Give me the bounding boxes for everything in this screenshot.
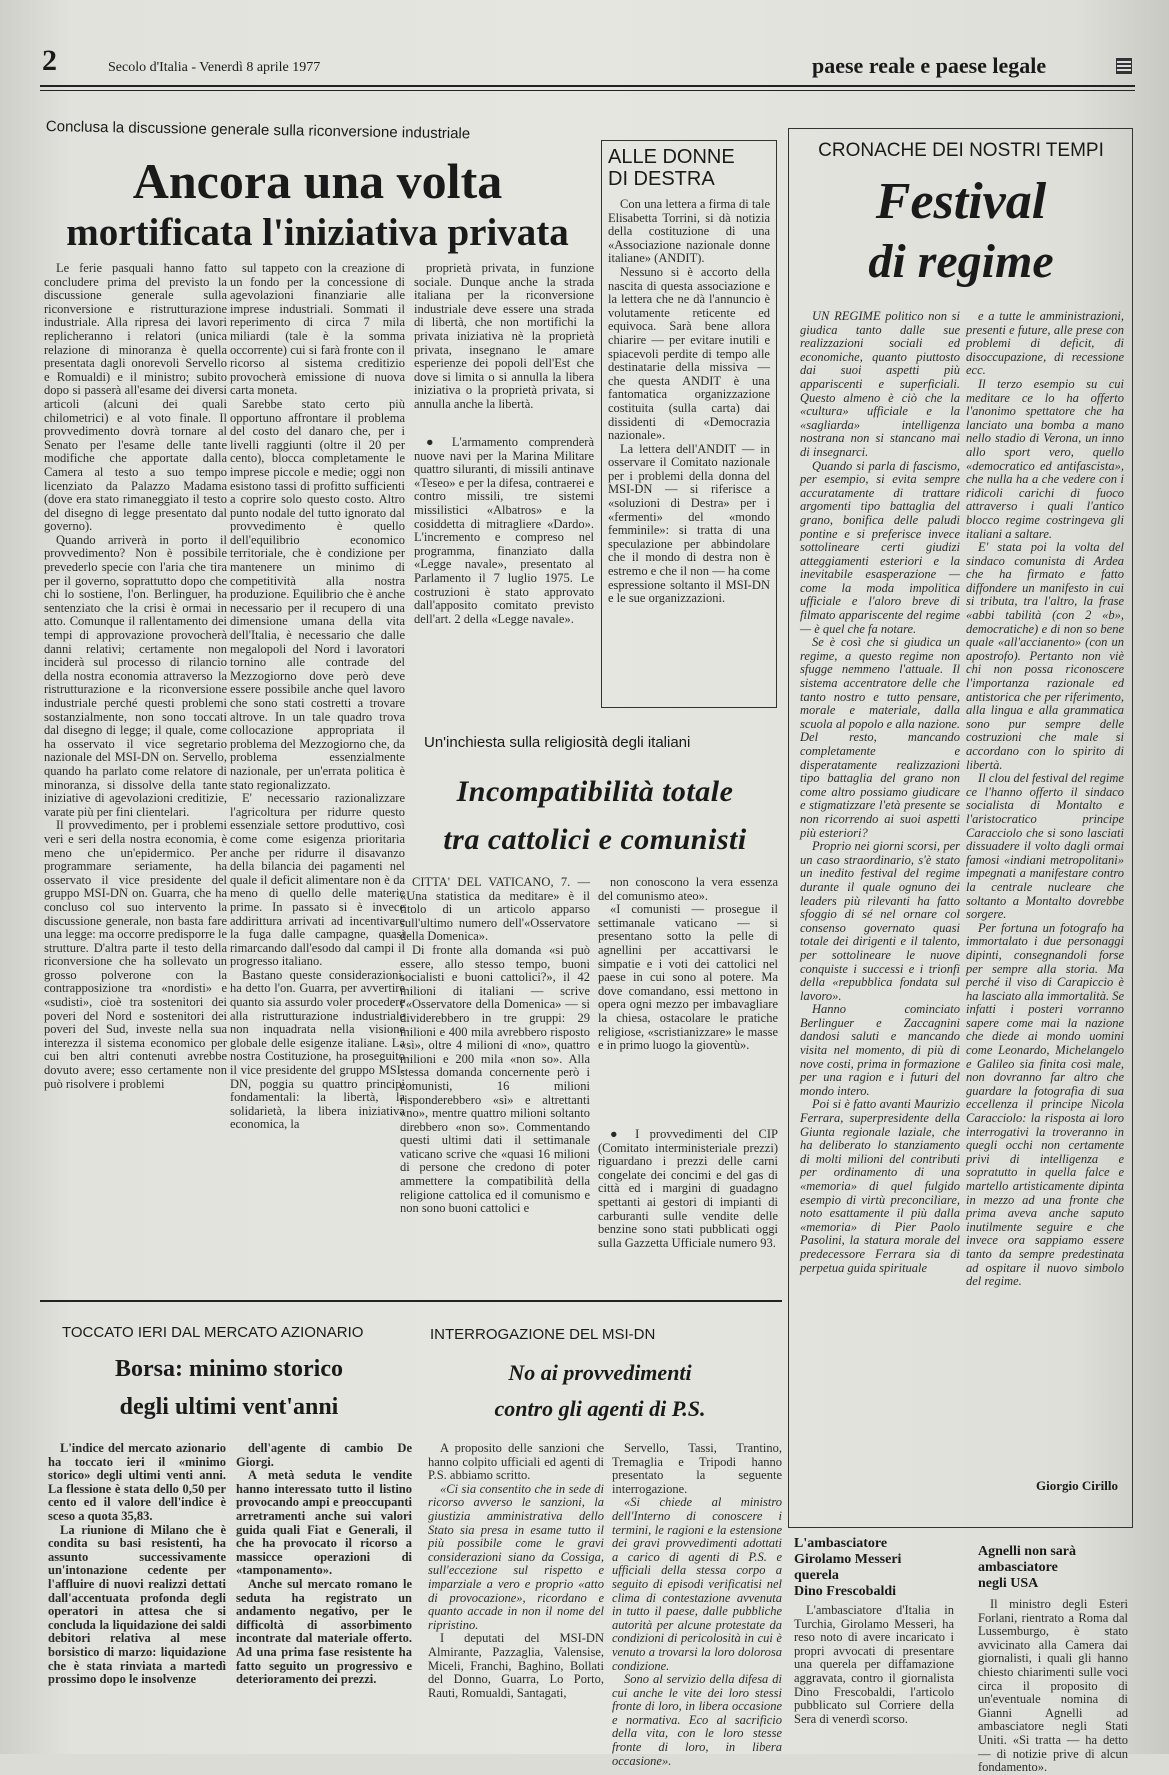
lead-column-1 <box>44 262 227 1292</box>
borsa-title-line1: Borsa: minimo storico <box>115 1356 343 1382</box>
interrogazione-column-2 <box>612 1441 782 1768</box>
inchiesta-title-line1: Incompatibilità totale <box>456 775 734 808</box>
masthead-rule <box>40 85 1135 87</box>
interrogazione-title-line2: contro gli agenti di P.S. <box>494 1396 706 1421</box>
agnelli-title-line2: ambasciatore <box>978 1560 1058 1575</box>
navy-text <box>414 436 594 626</box>
inchiesta-paragraph: non conoscono la vera essenza del comunismo ateo». <box>598 875 778 903</box>
festival-title-line1: Festival <box>875 173 1047 230</box>
ambasciatore-title-line2: Girolamo Messeri <box>794 1552 902 1567</box>
bullet-icon: ● <box>426 435 452 449</box>
borsa-paragraph: A metà seduta le vendite hanno interessato tutto il listino provocando ampi e preoccupanti arretramenti anche sui valori guida quali Fiat e Generali, il che ha provocato il ricorso a massicce operazioni di «tamponamento». <box>236 1468 412 1578</box>
inchiesta-column-2 <box>598 876 778 1110</box>
festival-title-line2: di regime <box>868 235 1054 288</box>
page-number: 2 <box>42 44 57 77</box>
agnelli-text <box>978 1597 1128 1775</box>
lead-column-2 <box>230 262 405 1292</box>
festival-column-1 <box>800 310 960 1510</box>
donne-paragraph: Con una lettera a firma di tale Elisabetta Torrini, si dà notizia della costituzione di una «Associazione nazionale donne italiane» (ANDIT). <box>608 197 770 266</box>
festival-paragraph: Il terzo esempio su cui meditare ce lo ha offerto l'anonimo spettatore che ha lanciato una bomba a mano nello stadio di Verona, un inno allo sport vero, quello «democratico ed antifascista», che nulla ha a che vedere con i ridicoli carichi di fuoco attraverso i quali l'antico blocco regime costringeva gli italiani a saltare. <box>966 376 1124 541</box>
borsa-paragraph: Anche sul mercato romano le seduta ha registrato un andamento negativo, per le difficoltà di assorbimento incontrate dal materiale offerto. Ad una prima fase resistente ha fatto seguito un progressivo e deterioramento dei prezzi. <box>236 1576 412 1687</box>
interrogazione-paragraph: I deputati del MSI-DN Almirante, Pazzaglia, Valensise, Miceli, Franchi, Baghino, Bollati del Donno, Guarra, Lo Porto, Rauti, Romualdi, Santagati, <box>428 1631 604 1700</box>
cip-text <box>598 1128 778 1250</box>
borsa-paragraph: La riunione di Milano che è condita su basi resistenti, ha assunto successivamente un'intonazione cedente per l'affluire di nuovi realizzi dettati dall'accentuata profonda degli operatori in attesa che si concluda la liquidazione dei saldi debitori relativa al mese borsistico di marzo: liquidazione che è stata rinviata a martedì prossimo dopo le insolvenze <box>48 1522 226 1687</box>
lead-paragraph: sul tappeto con la creazione di un fondo per la concessione di agevolazioni finanziarie alle imprese industriali. Sommati il reperimento di circa 7 mila miliardi (tale è la somma occorrente) cui si farà fronte con il ricorso al sistema creditizio provocherà emissione di nuova carta moneta. <box>230 261 405 398</box>
festival-paragraph: Per fortuna un fotografo ha immortalato i due personaggi dipinti, consegnandoli forse per sempre alla storia. Ma perché il viso di Carapiccio è ha lasciato alla immortalità. Se infatti i posteri vorranno sapere come mai la nazione che diede ai mondo uomini come Leonardo, Michelangelo e Galileo sia finita così male, non dovranno far altro che guardare la fotografia di sua eccellenza il principe Nicola Caracciolo: la risposta ai loro interrogativi la troveranno in quegli occhi non certamente privi di intelligenza e sopratutto in quella falce e martello artisticamente dipinta in mezzo ad una fronte che prima aveva anche saputo inutilmente seguire e che invece ora sappiamo essere tanto da sempre predestinata ad ospitare il nuovo simbolo del regime. <box>966 920 1124 1289</box>
ambasciatore-title <box>794 1536 901 1600</box>
borsa-paragraph: L'indice del mercato azionario ha toccato ieri il «minimo storico» degli ultimi venti anni. La flessione è stata dello 0,50 per cento ed il valore dell'indice è sceso a quota 35,83. <box>48 1441 226 1523</box>
interrogazione-paragraph: A proposito delle sanzioni che hanno colpito ufficiali ed agenti di P.S. abbiamo scritto. <box>428 1441 604 1483</box>
section-icon <box>1116 58 1132 74</box>
festival-signature: Giorgio Cirillo <box>1036 1478 1118 1493</box>
interrogazione-title-line1: No ai provvedimenti <box>508 1360 692 1385</box>
lead-paragraph: Sarebbe stato certo più opportuno affrontare il problema del costo del danaro che, per i livelli raggiunti (oltre il 20 per cento), blocca completamente le imprese piccole e medie; oggi non esistono tassi di profitto sufficienti a coprire solo questo costo. Altro punto nodale del tutto ignorato dal provvedimento è quello dell'equilibrio economico territoriale, che è condizione per mantenere un minimo di competitività alla nostra produzione. Equilibrio che è anche necessario per il recupero di una dimensione umana della vita dell'Italia, è necessario che dalle megalopoli del Nord i lavoratori tornino alle contrade del Mezzogiorno dove però deve essere possibile anche quel lavoro che sono stati costretti a trovare altrove. In un tale quadro trova collocazione appropriata il problema del Mezzogiorno che, da problema essenzialmente nazionale, per un'errata politica è stato regionalizzato. <box>230 396 405 792</box>
festival-paragraph: Se è così che si giudica un regime, a questo regime non sfugge nemmeno l'attuale. Il sistema accentratore delle che tanto nostro e tutto pensare, morale e materiale, dalla scuola al popolo e alla nazione. Del resto, mancando completamente e disperatamente realizzazioni tipo battaglia del grano non come altro possiamo giudicare e stigmatizzare l'età presente se non ricorrendo ai suoi aspetti più esteriori? <box>800 635 960 840</box>
interrogazione-paragraph: Servello, Tassi, Trantino, Tremaglia e Tripodi hanno presentato la seguente interrogazione. <box>612 1441 782 1496</box>
festival-paragraph: e a tutte le amministrazioni, presenti e future, alle prese con problemi di deficit, di disoccupazione, di recessione ecc. <box>966 309 1124 378</box>
borsa-column-2 <box>236 1442 412 1742</box>
donne-paragraph: Nessuno si è accorto della nascita di questa associazione e la lettera che ne dà l'annuncio è volutamente reticente ed equivoca. Sarà bene allora chiarire — per evitare inutili e spiacevoli perdite di tempo alle destinatarie della missiva — che questa ANDIT è una fantomatica organizzazione costituita (sulla carta) dai dissidenti di «Democrazia nazionale». <box>608 264 770 443</box>
festival-paragraph: Quando si parla di fascismo, per esempio, si evita sempre accuratamente di trattare argomenti tipo battaglia del grano, bonifica delle paludi pontine e si preferisce invece sottolineare certi giudizi atteggiamenti esteriori e la inevitabile esasperazione — come la moda impolitica ufficiale e l'aloro breve di filmato appariscente del regime — è quel che fa notare. <box>800 458 960 636</box>
lead-paragraph: proprietà privata, in funzione sociale. Dunque anche la strada italiana per la riconversione industriale deve essere una strada di libertà, che non mortifichi la privata iniziativa nè la proprietà privata, insegnano le amare esperienze dei popoli dell'Est che dove si limita o si annulla la libera iniziativa o la proprietà privata, si annulla anche la libertà. <box>414 261 594 411</box>
bottom-section-rule <box>40 1300 782 1302</box>
lead-paragraph: Bastano queste considerazioni, ha detto l'on. Guarra, per avvertire quanto sia assurdo voler procedere alla ristrutturazione industriale non inquadrata nella visione globale delle esigenze italiane. La nostra Costituzione, ha proseguito il vice presidente del gruppo MSI-DN, poggia su quattro principi fondamentali: la libertà, la solidarietà, la libera iniziativa economica, la <box>230 967 405 1132</box>
lead-title-line2: mortificata l'iniziativa privata <box>66 211 569 254</box>
donne-title-line2: DI DESTRA <box>608 168 715 190</box>
lead-column-3 <box>414 262 594 434</box>
interrogazione-column-1 <box>428 1442 604 1742</box>
donne-title-line1: ALLE DONNE <box>608 146 735 168</box>
inchiesta-column-1 <box>400 876 590 1286</box>
cip-text-body: I provvedimenti del CIP (Comitato interministeriale prezzi) riguardano i prezzi delle carni congelate dei concimi e del gas di città ed i margini di guadagno spettanti ai gestori di impianti di carburanti sulle vendite delle benzine sono stati pubblicati oggi sulla Gazzetta Ufficiale numero 93. <box>598 1127 778 1250</box>
agnelli-title-line3: negli USA <box>978 1576 1039 1591</box>
inchiesta-paragraph: CITTA' DEL VATICANO, 7. — «Una statistica da meditare» è il titolo di un articolo apparso sull'ultimo numero dell'«Osservatore della Domenica». <box>400 875 590 944</box>
borsa-title-line2: degli ultimi vent'anni <box>119 1394 339 1420</box>
festival-paragraph: UN REGIME politico non si giudica tanto dalle sue realizzazioni sociali ed economiche, quanto piuttosto dai suoi aspetti più appariscenti e superficiali. Questo almeno è ciò che la «cultura» ufficiale e la «sagliarda» intelligenza nostrana non si stancano mai di insegnarci. <box>800 309 960 459</box>
festival-paragraph: Hanno cominciato Berlinguer e Zaccagnini dandosi saluti e mancando visita nel momento, di più di nove costi, prima in formazione per una ragion e i futuri del mondo intero. <box>800 1002 960 1098</box>
festival-column-2 <box>966 310 1124 1458</box>
festival-kicker: CRONACHE DEI NOSTRI TEMPI <box>818 140 1104 161</box>
navy-brief <box>414 436 594 696</box>
masthead-rule-thin <box>40 90 1135 91</box>
inchiesta-kicker: Un'inchiesta sulla religiosità degli italiani <box>424 734 691 751</box>
ambasciatore-paragraph: L'ambasciatore d'Italia in Turchia, Girolamo Messeri, ha reso noto di avere incaricato i propri avvocati di presentare una querela per diffamazione aggravata, contro il giornalista Dino Frescobaldi, l'articolo pubblicato sul Corriere della Sera di venerdì scorso. <box>794 1603 954 1726</box>
lead-paragraph: E' necessario razionalizzare l'agricoltura per ridurre questo essenziale settore produttivo, così come come esigenza prioritaria anche per ridurre il disavanzo della bilancia dei pagamenti nel quale il deficit alimentare non è da meno di quello delle materie prime. In passato si è invece addirittura arrivati ad incentivare la fuga dalle campagne, quasi rimarcando dall'esodo dal campi il progresso italiano. <box>230 791 405 969</box>
agnelli-title <box>978 1544 1076 1592</box>
lead-paragraph: Quando arriverà in porto il provvedimento? Non è possibile prevederlo specie con l'aria che tira per il governo, soprattutto dopo che chi lo sostiene, l'on. Berlinguer, ha sentenziato che la crisi è ormai in atto. Comunque il rallentamento dei tempi di approvazione provocherà danni relativi; certamente non inciderà sul processo di rilancio della nostra economia attraverso la ristrutturazione e la riconversione industriale perché questi problemi sostanzialmente, non sono toccati dal disegno di legge; il quale, come ha osservato il vice segretario nazionale del MSI-DN on. Servello, quando ha parlato come relatore di minoranza, si dissolve della tante iniziative di agevolazioni creditizie, varate più per fini clientelari. <box>44 532 227 819</box>
lead-kicker: Conclusa la discussione generale sulla riconversione industriale <box>45 118 471 143</box>
inchiesta-title-line2: tra cattolici e comunisti <box>443 823 747 856</box>
interrogazione-paragraph: Sono al servizio della difesa di cui anche le vite dei loro stessi fronte di loro, in libera occasione e normativa. Eco al sacrificio della vita, con le loro stesse fronte di loro, in libera occasione». <box>612 1672 782 1768</box>
ambasciatore-title-line3: querela <box>794 1568 839 1583</box>
bullet-icon: ● <box>610 1127 636 1141</box>
lead-paragraph: Le ferie pasquali hanno fatto concludere prima del previsto la discussione generale sulla riconversione e ristrutturazione industriale. Alla ripresa dei lavori replicheranno i relatori (unica relazione di minoranza è quella presentata dagli onorevoli Servello e Romualdi) e il ministro; subito dopo si passerà all'esame dei diversi articoli (alcuni dei quali chilometrici) e al voto finale. Il provvedimento dovrà tornare al Senato per l'esame delle tante modifiche che apportate dalla Camera al testo a suo tempo licenziato da Palazzo Madama (dove era stato rimaneggiato il testo del disegno di legge presentato dal governo). <box>44 261 227 534</box>
borsa-paragraph: dell'agente di cambio De Giorgi. <box>236 1441 412 1469</box>
agnelli-paragraph: Il ministro degli Esteri Forlani, rientrato a Roma dal Lussemburgo, è stato avvicinato alla Camera dai giornalisti, i quali gli hanno chiesto chiarimenti sulle voci circa il proposito di un'eventuale nomina di Gianni Agnelli ad ambasciatore negli Stati Uniti. «Si tratta — ha detto — di notizie prive di alcun fondamento». <box>978 1597 1128 1775</box>
navy-text-body: L'armamento comprenderà nuove navi per la Marina Militare quattro siluranti, di missili antinave «Teseo» e per la difesa, contraerei e contro missili, tre sistemi missilistici «Albatros» e la cosiddetta di mitragliere «Dardo». L'incremento e compreso nel programma, finanziato dalla «Legge navale», presentato al Parlamento il 7 luglio 1975. Le costruzioni è stato approvato dall'apposito comitato previsto dell'art. 2 della «Legge navale». <box>414 435 594 626</box>
interrogazione-paragraph: «Ci sia consentito che in sede di ricorso avverso le sanzioni, la giustizia amministrativa dello Stato sia presa in esame tutto il più possibile come le gravi considerazioni siano da Cossiga, sull'eccezione sul rispetto e imparziale a vero e proprio «atto di provocazione», ricordano e quanto accade in non il nome del ripristino. <box>428 1481 604 1632</box>
borsa-column-1 <box>48 1442 226 1742</box>
paper-date: Secolo d'Italia - Venerdì 8 aprile 1977 <box>108 60 321 75</box>
inchiesta-paragraph: «I comunisti — prosegue il settimanale vaticano — si presentano sotto la pelle di agnellini per accattivarsi le simpatie e i voti dei cattolici nel paese in cui sono al potere. Ma dove comandano, essi mettono in opera ogni mezzo per imbavagliare la chiesa, ostacolare le pratiche religiose, «scristianizzare» le masse e in primo luogo la gioventù». <box>598 902 778 1053</box>
ambasciatore-title-line4: Dino Frescobaldi <box>794 1584 897 1599</box>
interrogazione-kicker: INTERROGAZIONE DEL MSI-DN <box>430 1326 656 1343</box>
inchiesta-paragraph: Di fronte alla domanda «si può essere, allo stesso tempo, buoni socialisti e buoni cattolici?», il 42 milioni di italiani — scrive l'«Osservatore della Domenica» — si dividerebbero in tre gruppi: 29 milioni e 400 mila avrebbero risposto «sì», oltre 4 milioni di «no», quattro milioni e 200 mila «non so». Alla stessa domanda concernente però i comunisti, 16 milioni risponderebbero «sì» e altrettanti «no», mentre quattro milioni soltanto direbbero «non so». Commentando questi ultimi dati il settimanale vaticano scrive che «quasi 16 milioni di persone che credono di poter ammettere la compatibilità della religione cattolica ed il comunismo e non sono buoni cattolici e <box>400 942 590 1216</box>
festival-paragraph: Proprio nei giorni scorsi, per un caso straordinario, s'è stato un inedito festival del regime durante il quale ognuno dei leaders più rilevanti ha fatto sfoggio di sé nel ornare col consenso governato quasi totale dei dirigenti e il talento, per sottolineare le nuove conquiste i successi e i trionfi della «repubblica fondata sul lavoro». <box>800 839 960 1003</box>
ambasciatore-title-line1: L'ambasciatore <box>794 1536 888 1551</box>
interrogazione-paragraph: «Si chiede al ministro dell'Interno di conoscere i termini, le ragioni e la estensione dei gravi provvedimenti adottati a carico di agenti di P.S. e ufficiali della stessa corpo a seguito di episodi verificatisi nel clima di contestazione avvenuta in tutto il paese, dalle pubbliche autorità per alcune protestate da condizioni di pericolosità in cui è venuto a trovarsi la loro dolorosa condizione. <box>612 1495 782 1673</box>
section-title: paese reale e paese legale <box>812 53 1047 78</box>
lead-title-line1: Ancora una volta <box>132 153 503 209</box>
cip-brief <box>598 1128 778 1288</box>
donne-text <box>608 198 770 698</box>
festival-paragraph: Poi si è fatto avanti Maurizio Ferrara, superpresidente della Giunta regionale laziale, che ha deliberato lo stanziamento di molti milioni del contributi per ordinamento di una «memoria» di quel fulgido esempio di virtù preconciliare, noto esattamente il più dalla «memoria» di Pier Paolo Pasolini, la statura morale del predecessore Ferrara sia di perpetua guida spirituale <box>800 1097 960 1275</box>
borsa-kicker: TOCCATO IERI DAL MERCATO AZIONARIO <box>62 1324 364 1341</box>
lead-paragraph: Il provvedimento, per i problemi veri e seri della nostra economia, è meno che un'epidermico. Per programmare seriamente, ha osservato il vice presidente del gruppo MSI-DN on. Guarra, che ha concluso col suo intervento la discussione generale, non basta fare una legge: ma occorre predisporre le strutture. D'altra parte il testo della riconversione che ha sollevato un grosso polverone con la contrapposizione tra «nordisti» e «sudisti», cioè tra sostenitori dei poveri del Nord e sostenitori dei poveri del Sud, investe nella sua interezza il sistema economico per cui ben altri contenuti avrebbe dovuto avere; esso certamente non può risolvere i problemi <box>44 818 227 1091</box>
festival-paragraph: Il clou del festival del regime ce l'hanno offerto il sindaco socialista di Montalto e l'aristocratico principe Caracciolo che si sono lasciati dissuadere il volto dagli ormai famosi «indiani metropolitani» impegnati a manifestare contro la centrale nucleare che soltanto a Montalto dovrebbe sorgere. <box>966 771 1124 922</box>
donne-paragraph: La lettera dell'ANDIT — in osservare il Comitato nazionale per i problemi della donna del MSI-DN — si riferisce a «soluzioni di Destra» per i «fermenti» del «mondo femminile»: si tratta di una speculazione per abbindolare che il mondo di destra non è estremo e che il non — ha come espressione soltanto il MSI-DN e le sue organizzazioni. <box>608 441 770 606</box>
ambasciatore-text <box>794 1604 954 1746</box>
festival-paragraph: E' stata poi la volta del sindaco comunista di Ardea che ha firmato e fatto diffondere un manifesto in cui si tributa, tra l'altro, la frase «abbi tabilità (con 2 «b», democratiche) e di non so bene quale «all'accianento» (con un apostrofo). Pertanto non viè chi non possa riconoscere l'importanza razionale ed antistorica che per riferimento, alla lingua e alla grammatica sono pur sempre delle costruzioni che male si accordano con lo spirito di libertà. <box>966 540 1124 772</box>
agnelli-title-line1: Agnelli non sarà <box>978 1544 1077 1559</box>
